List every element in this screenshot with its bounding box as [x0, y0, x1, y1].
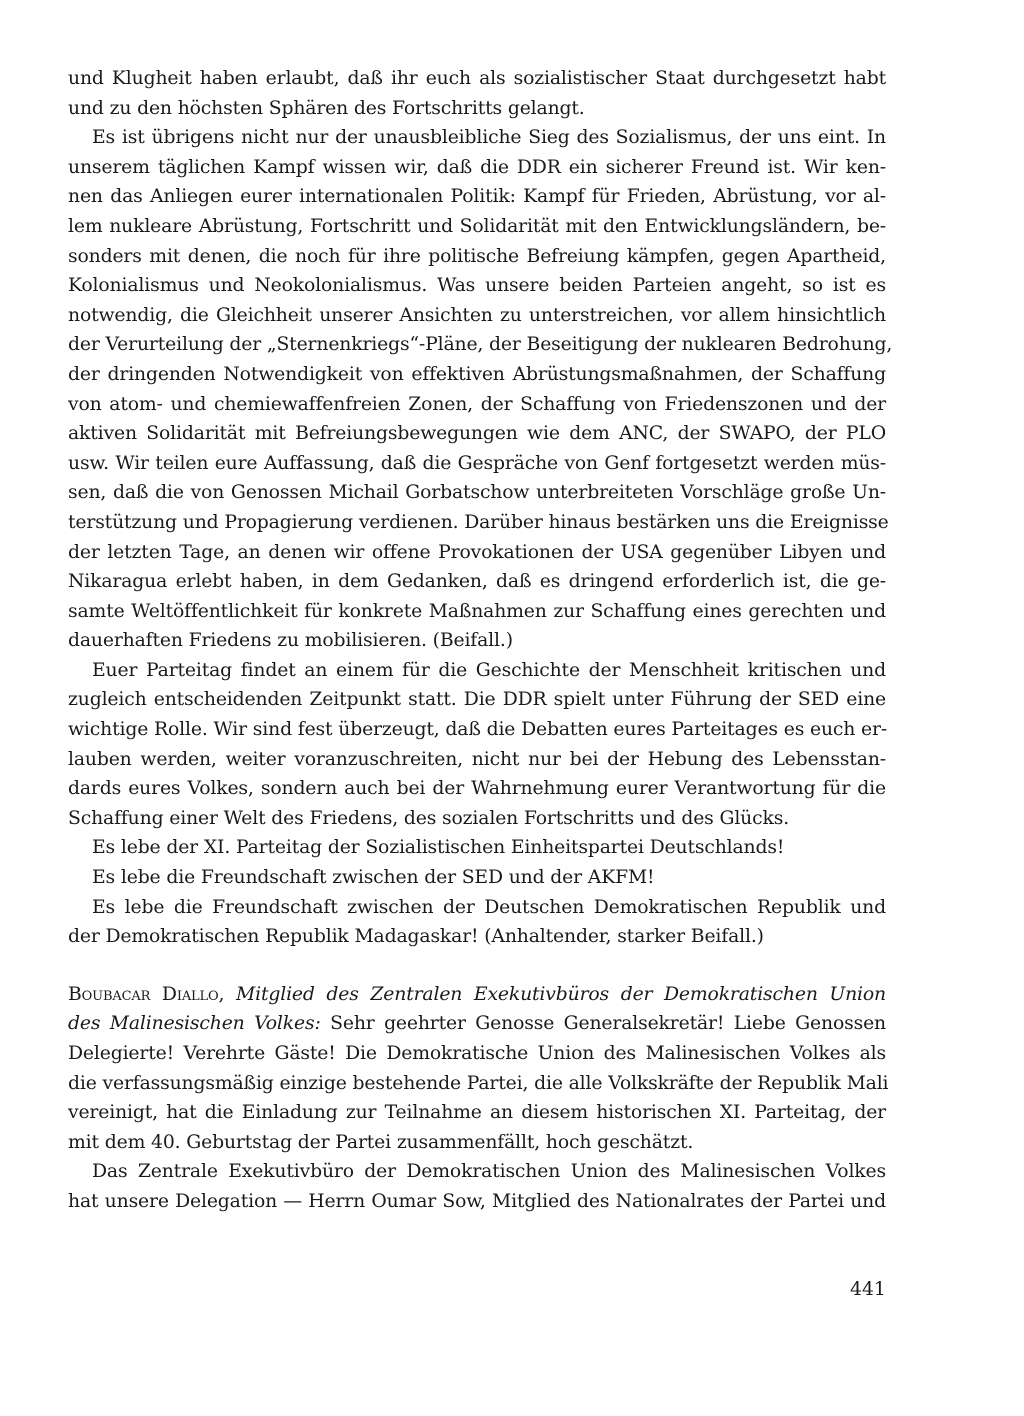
section-gap [68, 952, 886, 980]
text-line: samte Weltöffentlichkeit für konkrete Maßnahmen zur Schaffung eines gerechten und [68, 600, 886, 622]
text-line: Kolonialismus und Neokolonialismus. Was unsere beiden Parteien angeht, so ist es [68, 275, 886, 297]
text-line: Es lebe der XI. Parteitag der Sozialistischen Einheitspartei Deutschlands! [92, 837, 785, 859]
text-line: Es ist übrigens nicht nur der unausbleibliche Sieg des Sozialismus, der uns eint. In [92, 127, 886, 149]
text-line: aktiven Solidarität mit Befreiungsbewegungen wie dem ANC, der SWAPO, der PLO [68, 423, 886, 445]
text-line: Schaffung einer Welt des Friedens, des sozialen Fortschritts und des Glücks. [68, 807, 790, 829]
text-line: Es lebe die Freundschaft zwischen der Deutschen Demokratischen Republik und [92, 896, 886, 918]
speaker-name: Boubacar Diallo [68, 983, 219, 1005]
text-line: der Verurteilung der „Sternenkriegs“-Pläne, der Beseitigung der nuklearen Bedrohung, [68, 334, 893, 356]
text-line: lauben werden, weiter voranzuschreiten, nicht nur bei der Hebung des Lebensstan- [68, 748, 886, 770]
paragraph [68, 64, 886, 123]
speech-block [68, 980, 889, 1158]
text-line: nen das Anliegen eurer internationalen Politik: Kampf für Frieden, Abrüstung, vor al- [68, 186, 886, 208]
paragraph [68, 1157, 886, 1216]
text-line: notwendig, die Gleichheit unserer Ansichten zu unterstreichen, vor allem hinsichtlich [68, 304, 886, 326]
text-line: terstützung und Propagierung verdienen. Darüber hinaus bestärken uns die Ereignisse [68, 511, 889, 533]
page-number: 441 [850, 1279, 886, 1300]
paragraph [68, 833, 886, 863]
paragraph [68, 893, 886, 952]
paragraph [68, 123, 893, 656]
text-line: die verfassungsmäßig einzige bestehende Partei, die alle Volkskräfte der Republik Mali [68, 1072, 889, 1094]
text-line: der Demokratischen Republik Madagaskar! (Anhaltender, starker Beifall.) [68, 926, 764, 948]
text-line: sonders mit denen, die noch für ihre politische Befreiung kämpfen, gegen Apartheid, [68, 245, 886, 267]
speaker-role: Mitglied des Zentralen Exekutivbüros der Demokratischen Union [236, 983, 886, 1005]
text-line: Nikaragua erlebt haben, in dem Gedanken, daß es dringend erforderlich ist, die ge- [68, 571, 886, 593]
paragraph [68, 863, 886, 893]
text-line: Euer Parteitag findet an einem für die Geschichte der Menschheit kritischen und [92, 659, 886, 681]
text-line: dards eures Volkes, sondern auch bei der Wahrnehmung eurer Verantwortung für die [68, 778, 886, 800]
text-line [68, 1009, 886, 1039]
text-line: Das Zentrale Exekutivbüro der Demokratischen Union des Malinesischen Volkes [92, 1161, 886, 1183]
text-line: Delegierte! Verehrte Gäste! Die Demokratische Union des Malinesischen Volkes als [68, 1043, 886, 1064]
text-line: und Klugheit haben erlaubt, daß ihr euch als sozialistischer Staat durchgesetzt habt [68, 68, 886, 89]
text-line: der dringenden Notwendigkeit von effektiven Abrüstungsmaßnahmen, der Schaffung [68, 363, 886, 385]
paragraph [68, 656, 886, 834]
document-page [68, 64, 893, 1217]
text-line: der letzten Tage, an denen wir offene Provokationen der USA gegenüber Libyen und [68, 541, 886, 563]
text-line: zugleich entscheidenden Zeitpunkt statt. Die DDR spielt unter Führung der SED eine [68, 689, 886, 711]
text-line: Boubacar Diallo, Mitglied des Zentralen Exekutivbüros der Demokratischen Union [68, 983, 886, 1005]
text-line: hat unsere Delegation — Herrn Oumar Sow, Mitglied des Nationalrates der Partei und [68, 1190, 886, 1212]
text-line: und zu den höchsten Sphären des Fortschritts gelangt. [68, 97, 585, 119]
text-line: dauerhaften Friedens zu mobilisieren. (Beifall.) [68, 630, 513, 652]
text-line: Es lebe die Freundschaft zwischen der SED und der AKFM! [92, 867, 655, 889]
text-line: sen, daß die von Genossen Michail Gorbatschow unterbreiteten Vorschläge große Un- [68, 482, 886, 504]
text-line: von atom- und chemiewaffenfreien Zonen, der Schaffung von Friedenszonen und der [68, 393, 886, 415]
text-line: mit dem 40. Geburtstag der Partei zusammenfällt, hoch geschätzt. [68, 1131, 694, 1153]
text-line: vereinigt, hat die Einladung zur Teilnahme an diesem historischen XI. Parteitag, der [68, 1102, 886, 1124]
text-line: unserem täglichen Kampf wissen wir, daß die DDR ein sicherer Freund ist. Wir ken- [68, 156, 886, 178]
text-line: lem nukleare Abrüstung, Fortschritt und Solidarität mit den Entwicklungsländern, be- [68, 215, 886, 237]
text-line: wichtige Rolle. Wir sind fest überzeugt, daß die Debatten eures Parteitages es euch er- [68, 719, 888, 741]
speaker-role-continued: des Malinesischen Volkes: [68, 1013, 321, 1035]
speech-text: Sehr geehrter Genosse Generalsekretär! Liebe Genossen [320, 1013, 886, 1035]
text-line: usw. Wir teilen eure Auffassung, daß die Gespräche von Genf fortgesetzt werden müs- [68, 452, 886, 474]
